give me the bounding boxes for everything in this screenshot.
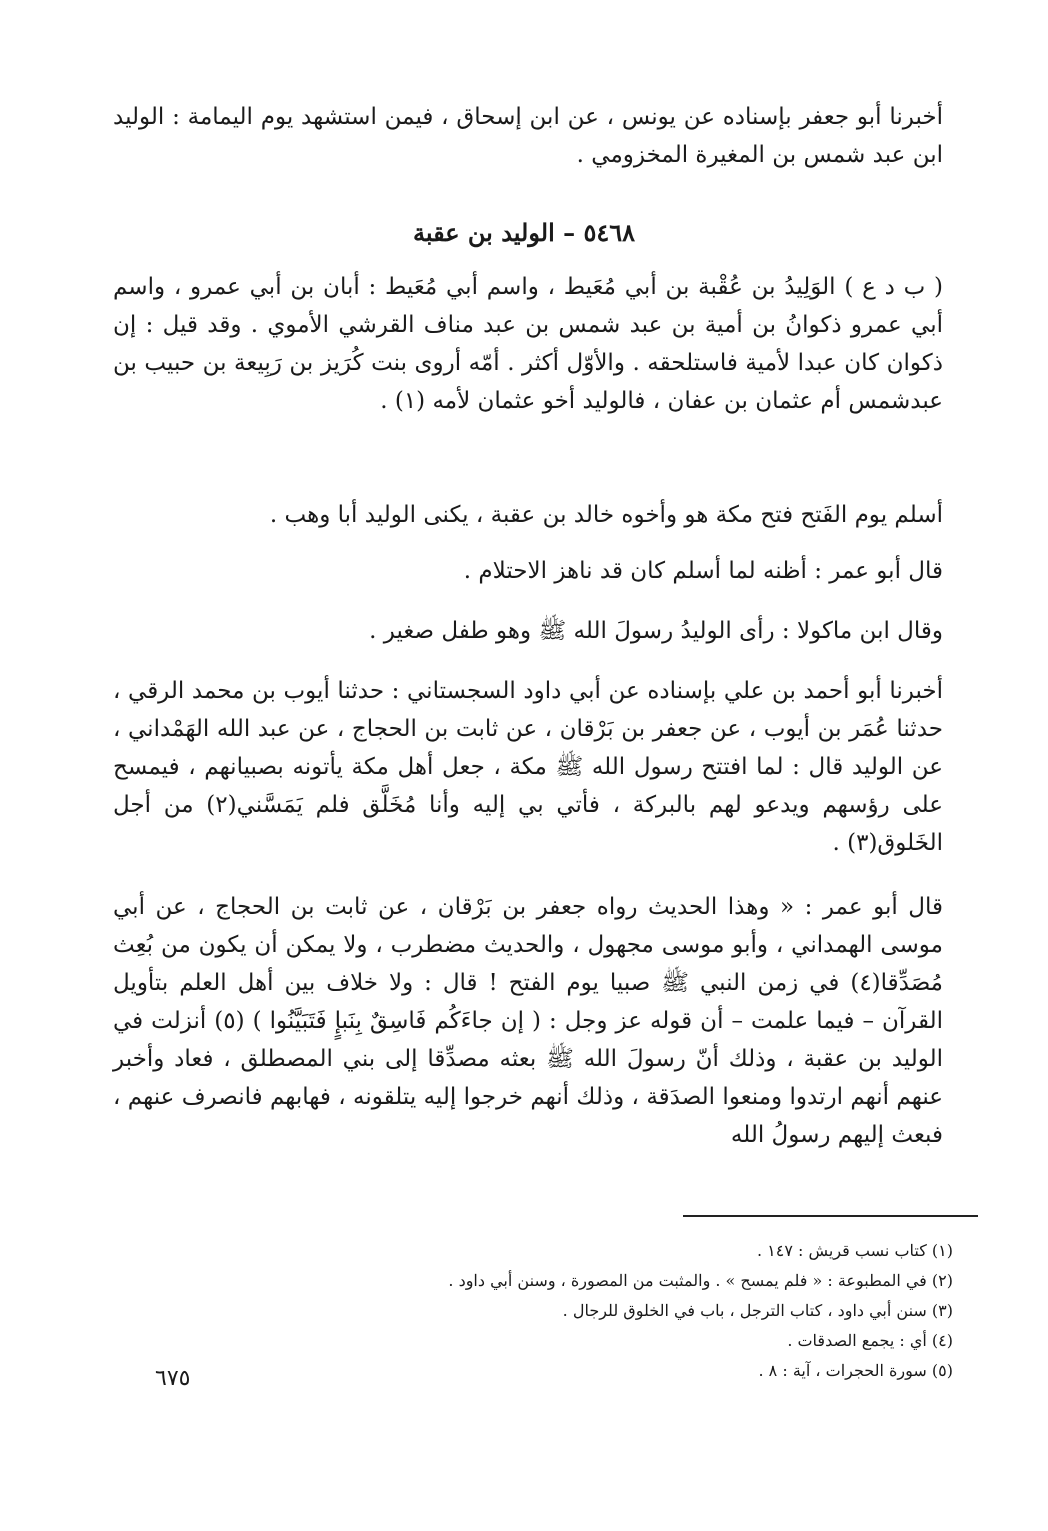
paragraph-conversion: أسلم يوم الفَتح فتح مكة هو وأخوه خالد بن عقبة ، يكنى الوليد أبا وهب . <box>269 502 943 528</box>
paragraph-hadith: أخبرنا أبو أحمد بن علي بإسناده عن أبي داود السجستاني : حدثنا أيوب بن محمد الرقي ، حدثنا عُمَر بن أيوب ، عن جعفر بن بَرْقان ، عن ثابت بن الحجاج ، عن عبد الله الهَمْداني ، عن الوليد قال : لما افتتح رسول الله ﷺ مكة ، جعل أهل مكة يأتونه بصبيانهم ، فيمسح على رؤسهم ويدعو لهم بالبركة ، فأتي بي إليه وأنا مُخَلَّق فلم يَمَسَّني(٢) من أجل الخَلوق(٣) . <box>113 678 943 856</box>
footnote-5: (٥) سورة الحجرات ، آية : ٨ . <box>758 1361 953 1380</box>
paragraph-abu-umar: قال أبو عمر : أظنه لما أسلم كان قد ناهز الاحتلام . <box>463 558 943 584</box>
footnote-divider <box>683 1215 978 1217</box>
intro-paragraph: أخبرنا أبو جعفر بإسناده عن يونس ، عن ابن إسحاق ، فيمن استشهد يوم اليمامة : الوليد ابن عبد شمس بن المغيرة المخزومي . <box>113 104 943 168</box>
footnote-2: (٢) في المطبوعة : « فلم يمسح » . والمثبت من المصورة ، وسنن أبي داود . <box>448 1271 953 1290</box>
footnote-4: (٤) أي : يجمع الصدقات . <box>787 1331 953 1350</box>
page-number: ٦٧٥ <box>155 1366 191 1391</box>
footnote-3: (٣) سنن أبي داود ، كتاب الترجل ، باب في الخلوق للرجال . <box>562 1301 953 1320</box>
entry-title: ٥٤٦٨ – الوليد بن عقبة <box>412 218 636 247</box>
footnote-1: (١) كتاب نسب قريش : ١٤٧ . <box>756 1241 953 1260</box>
paragraph-lineage: ( ب د ع ) الوَلِيدُ بن عُقْبة بن أبي مُعَيط ، واسم أبي مُعَيط : أبان بن أبي عمرو ، واسم أبي عمرو ذكوانُ بن أمية بن عبد شمس بن عبد مناف القرشي الأموي . وقد قيل : إن ذكوان كان عبدا لأمية فاستلحقه . والأوّل أكثر . أمّه أروى بنت كُرَيز بن رَبِيعة بن حبيب بن عبدشمس أم عثمان بن عفان ، فالوليد أخو عثمان لأمه (١) . <box>113 274 943 414</box>
footnotes <box>393 1236 953 1386</box>
paragraph-ibn-makula: وقال ابن ماكولا : رأى الوليدُ رسولَ الله ﷺ وهو طفل صغير . <box>369 618 943 644</box>
paragraph-commentary: قال أبو عمر : « وهذا الحديث رواه جعفر بن بَرْقان ، عن ثابت بن الحجاج ، عن أبي موسى الهمداني ، وأبو موسى مجهول ، والحديث مضطرب ، ولا يمكن أن يكون من بُعِث مُصَدِّقا(٤) في زمن النبي ﷺ صبيا يوم الفتح ! قال : ولا خلاف بين أهل العلم بتأويل القرآن – فيما علمت – أن قوله عز وجل : ( إن جاءَكُم فَاسِقٌ بِنَبإٍ فَتَبَيَّنُوا ) (٥) أنزلت في الوليد بن عقبة ، وذلك أنّ رسولَ الله ﷺ بعثه مصدِّقا إلى بني المصطلق ، فعاد وأخبر عنهم أنهم ارتدوا ومنعوا الصدَقة ، وذلك أنهم خرجوا إليه يتلقونه ، فهابهم فانصرف عنهم ، فبعث إليهم رسولُ الله <box>113 894 943 1148</box>
